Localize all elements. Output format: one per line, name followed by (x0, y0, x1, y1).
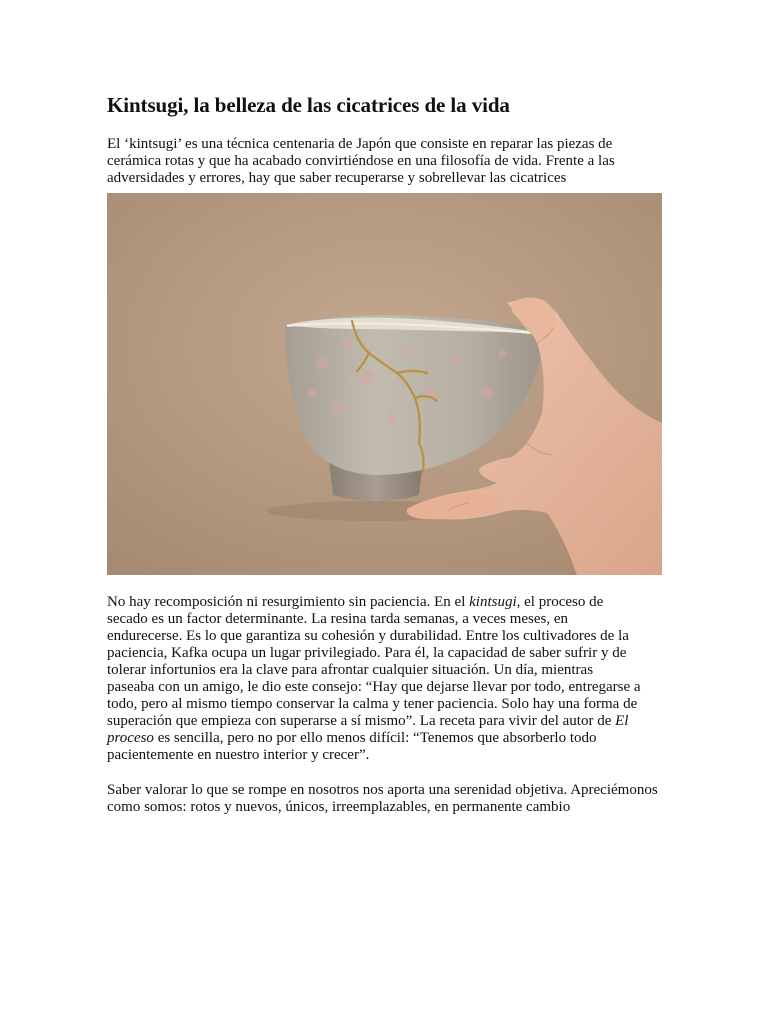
kintsugi-bowl-photo (107, 193, 662, 575)
article-intro: El ‘kintsugi’ es una técnica centenaria de Japón que consiste en reparar las piezas de cerámica rotas y que ha acabado convirtiéndose en una filosofía de vida. Frente a las adversidades y errores, hay que saber recuperarse y sobrellevar las cicatrices (107, 136, 615, 186)
book-title: El proceso (107, 713, 629, 746)
article (107, 92, 667, 816)
term-kintsugi: kintsugi (469, 594, 517, 610)
article-title: Kintsugi, la belleza de las cicatrices de la vida (107, 93, 510, 117)
article-paragraph-2: Saber valorar lo que se rompe en nosotros nos aporta una serenidad objetiva. Apreciémonos como somos: rotos y nuevos, únicos, irreemplazables, en permanente cambio (107, 782, 658, 815)
article-paragraph-1: No hay recomposición ni resurgimiento sin paciencia. En el kintsugi, el proceso de secado es un factor determinante. La resina tarda semanas, a veces meses, en endurecerse. Es lo que garantiza su cohesión y durabilidad. Entre los cultivadores de la paciencia, Kafka ocupa un lugar privilegiado. Para él, la capacidad de saber sufrir y de tolerar infortunios era la clave para afrontar cualquier situación. Un día, mientras paseaba con un amigo, le dio este consejo: “Hay que dejarse llevar por todo, entregarse a todo, pero al mismo tiempo conservar la calma y tener paciencia. Solo hay una forma de superación que empieza con superarse a sí mismo”. La receta para vivir del autor de El proceso es sencilla, pero no por ello menos difícil: “Tenemos que absorberlo todo pacientemente en nuestro interior y crecer”. (107, 594, 641, 763)
